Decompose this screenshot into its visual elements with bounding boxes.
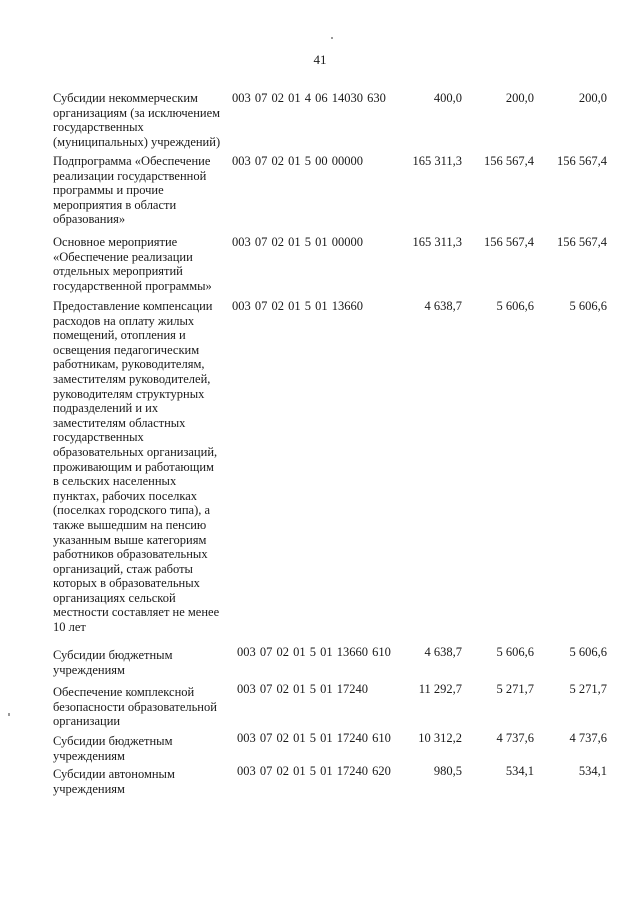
row-codes: 003 07 02 01 5 01 00000 <box>232 235 363 249</box>
row-value-3: 200,0 <box>578 91 607 105</box>
row-value-3: 534,1 <box>578 764 607 778</box>
row-name: Субсидии некоммерческим организациям (за исключением государственных (муниципальных) учреждений) <box>53 91 221 149</box>
row-name: Субсидии автономным учреждениям <box>53 767 175 796</box>
row-value-2: 200,0 <box>505 91 534 105</box>
row-name: Предоставление компенсации расходов на оплату жилых помещений, отопления и освещения педагогическим работникам, руководителям, заместителям руководителей, руководителям структурных подразделений и их заместителям областных государственных образовательных организаций, проживающим и работающим в сельских населенных пунктах, рабочих поселках (поселках городского типа), а также вышедшим на пенсию указанным выше категориям работников образовательных организаций, стаж работы которых в образовательных организациях сельской местности составляет не менее 10 лет <box>53 299 220 635</box>
row-name: Субсидии бюджетным учреждениям <box>53 734 173 763</box>
row-value-2: 5 271,7 <box>496 682 534 696</box>
row-value-3: 5 271,7 <box>569 682 607 696</box>
row-value-2: 4 737,6 <box>496 731 534 745</box>
row-codes: 003 07 02 01 5 01 13660 610 <box>237 645 391 659</box>
row-name: Обеспечение комплексной безопасности образовательной организации <box>53 685 217 729</box>
row-name: Субсидии бюджетным учреждениям <box>53 648 173 677</box>
row-value-2: 5 606,6 <box>496 299 534 313</box>
row-value-2: 156 567,4 <box>484 235 534 249</box>
row-value-3: 156 567,4 <box>557 235 607 249</box>
row-value-2: 534,1 <box>505 764 534 778</box>
scan-dot <box>331 37 333 39</box>
scan-dot <box>8 713 10 716</box>
row-name: Основное мероприятие «Обеспечение реализации отдельных мероприятий государственной программы» <box>53 235 212 293</box>
row-name: Подпрограмма «Обеспечение реализации государственной программы и прочие мероприятия в области образования» <box>53 154 211 227</box>
row-value-3: 5 606,6 <box>569 645 607 659</box>
row-codes: 003 07 02 01 5 01 13660 <box>232 299 363 313</box>
row-value-1: 4 638,7 <box>424 299 462 313</box>
row-value-2: 5 606,6 <box>496 645 534 659</box>
row-value-1: 10 312,2 <box>418 731 462 745</box>
row-value-1: 11 292,7 <box>418 682 462 696</box>
page-number: 41 <box>313 52 327 67</box>
row-value-3: 156 567,4 <box>557 154 607 168</box>
row-codes: 003 07 02 01 5 00 00000 <box>232 154 363 168</box>
row-codes: 003 07 02 01 5 01 17240 <box>237 682 368 696</box>
row-codes: 003 07 02 01 5 01 17240 620 <box>237 764 391 778</box>
row-codes: 003 07 02 01 5 01 17240 610 <box>237 731 391 745</box>
row-codes: 003 07 02 01 4 06 14030 630 <box>232 91 386 105</box>
row-value-1: 165 311,3 <box>412 235 462 249</box>
row-value-1: 4 638,7 <box>424 645 462 659</box>
row-value-3: 4 737,6 <box>569 731 607 745</box>
row-value-1: 400,0 <box>433 91 462 105</box>
row-value-1: 165 311,3 <box>412 154 462 168</box>
row-value-2: 156 567,4 <box>484 154 534 168</box>
row-value-3: 5 606,6 <box>569 299 607 313</box>
row-value-1: 980,5 <box>433 764 462 778</box>
